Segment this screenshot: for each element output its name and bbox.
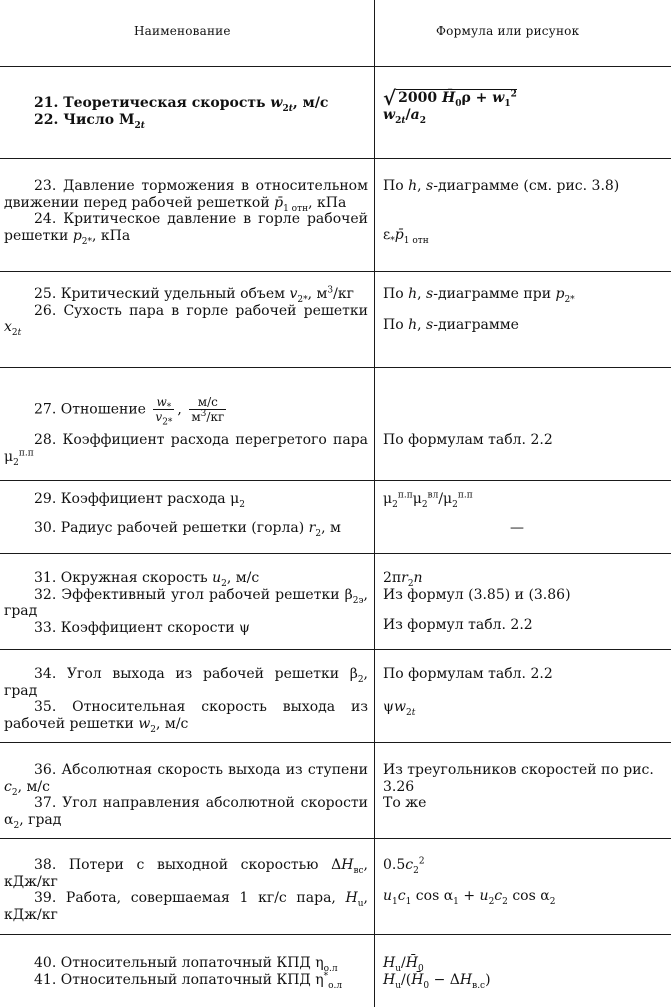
table-row: 23. Давление торможения в относительном движении перед рабочей решеткой $p̄_{1 отн}$, кПа 24. Критическое давление в горле рабочей решетки $p_{2*}$, кПа	[4, 178, 368, 247]
table-row: 31. Окружная скорость $u_2$, м/с 32. Эффективный угол рабочей решетки $\beta_{2э}$, град 33. Коэффициент скорости ψ	[4, 570, 368, 636]
column-divider	[374, 0, 375, 1007]
column-header-formula: Формула или рисунок	[436, 24, 580, 38]
table-row: 27. Отношение $\frac{w_*}{v_{2*}}$ , $\frac{м/с}{м^3/кг}$	[34, 395, 225, 428]
formula-cell: По формулам табл. 2.2	[383, 432, 553, 448]
formula-cell	[383, 86, 665, 126]
formula-cell: По h, s-диаграмме при $p_{2*}$ По h, s-диаграмме	[383, 286, 575, 333]
table-row: 36. Абсолютная скорость выхода из ступени $c_2$, м/с 37. Угол направления абсолютной скорости $\alpha_2$, град	[4, 762, 368, 831]
formula-cell: По формулам табл. 2.2 $\psi w_{2t}$	[383, 666, 553, 718]
formula-cell: $2\pi r_2n$ Из формул (3.85) и (3.86) Из формул табл. 2.2	[383, 570, 571, 634]
row-rule	[0, 934, 671, 935]
formula-cell: По h, s-диаграмме (см. рис. 3.8) $\varepsilon_*p̄_{1 отн}$	[383, 178, 620, 246]
table-row: 34. Угол выхода из рабочей решетки $\beta_2$, град 35. Относительная скорость выхода из рабочей решетки $w_2$, м/с	[4, 666, 368, 735]
formula-text: $w_{2t}/a_2$	[383, 106, 426, 126]
row-rule	[0, 158, 671, 159]
formula-sqrt: √ 2000 $H̄_0\rho + w_1^2$	[383, 86, 517, 110]
formula-cell: $0.5c_2^2$ $u_1c_1$ $\cos \alpha_1 + u_2c_2$ $\cos \alpha_2$	[383, 856, 556, 907]
row-rule	[0, 271, 671, 272]
formula-dash: —	[510, 520, 524, 536]
table-row	[4, 95, 368, 131]
formula-cell: $\mu_2^{п.п}\mu_2^{вл}/\mu_2^{п.п}$	[383, 490, 473, 510]
formula-cell: $H_u/H̄_0$ $H_u/(H̄_0 - \Delta H_{в.с})$	[383, 955, 491, 991]
table-row: 25. Критический удельный объем $v_{2*}$, $м^3/кг$ 26. Сухость пара в горле рабочей решетки $x_{2t}$	[4, 285, 368, 338]
row-rule	[0, 838, 671, 839]
row-rule	[0, 649, 671, 650]
row-rule	[0, 480, 671, 481]
table-row: 28. Коэффициент расхода перегретого пара $\mu_2^{п.п}$	[4, 432, 368, 468]
table-row: 29. Коэффициент расхода $\mu_2$ 30. Радиус рабочей решетки (горла) $r_2$, м	[34, 491, 341, 539]
row-rule	[0, 367, 671, 368]
table-row: 38. Потери с выходной скоростью $\Delta H_{вс}$, кДж/кг 39. Работа, совершаемая 1 кг/с пара, $H_u$, кДж/кг	[4, 857, 368, 923]
row-label: 22. Число $М_{2t}$	[34, 111, 145, 131]
fraction: $\frac{w_*}{v_{2*}}$	[155, 395, 173, 428]
table-row: 40. Относительный лопаточный КПД $\eta_{о.л}$ 41. Относительный лопаточный КПД $\eta^*_{о.л}$	[34, 955, 343, 991]
fraction: $\frac{м/с}{м^3/кг}$	[191, 395, 225, 424]
row-rule	[0, 553, 671, 554]
column-header-name: Наименование	[134, 24, 231, 38]
row-rule	[0, 742, 671, 743]
header-rule	[0, 66, 671, 67]
formula-cell: Из треугольников скоростей по рис. 3.26 То же	[383, 762, 654, 812]
row-label: 21. Теоретическая скорость $w_{2t}$, м/с	[34, 95, 329, 114]
